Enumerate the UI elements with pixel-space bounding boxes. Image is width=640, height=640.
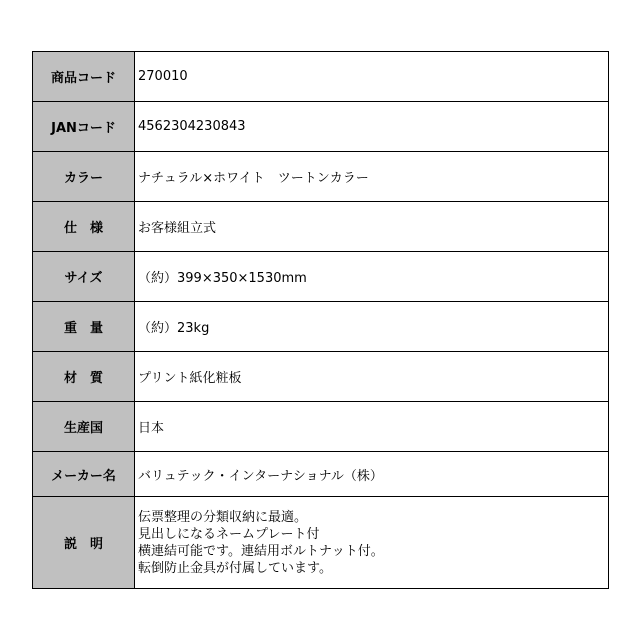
product-spec-table: [32, 51, 609, 589]
spec-row-material: [33, 352, 609, 402]
country-label: 生産国: [33, 402, 135, 452]
description-line: 伝票整理の分類収納に最適。: [138, 509, 308, 525]
specification-value: お客様組立式: [135, 202, 609, 252]
description-value: [135, 497, 609, 589]
spec-row-product-code: [33, 52, 609, 102]
description-line: 転倒防止金具が付属しています。: [138, 560, 332, 576]
spec-row-weight: [33, 302, 609, 352]
jan-code-value: 4562304230843: [135, 102, 609, 152]
product-code-value: 270010: [135, 52, 609, 102]
color-value: ナチュラル×ホワイト ツートンカラー: [135, 152, 609, 202]
material-value: プリント紙化粧板: [135, 352, 609, 402]
spec-row-country: [33, 402, 609, 452]
spec-row-size: [33, 252, 609, 302]
spec-row-description: [33, 497, 609, 589]
specification-label: 仕 様: [33, 202, 135, 252]
weight-label: 重 量: [33, 302, 135, 352]
spec-row-color: [33, 152, 609, 202]
maker-value: バリュテック・インターナショナル（株）: [135, 452, 609, 497]
jan-code-label: JANコード: [33, 102, 135, 152]
material-label: 材 質: [33, 352, 135, 402]
size-label: サイズ: [33, 252, 135, 302]
description-line: 見出しになるネームプレート付: [138, 526, 320, 542]
color-label: カラー: [33, 152, 135, 202]
description-lines: [138, 509, 608, 577]
maker-label: メーカー名: [33, 452, 135, 497]
spec-row-jan-code: [33, 102, 609, 152]
size-value: （約）399×350×1530mm: [135, 252, 609, 302]
spec-row-maker: [33, 452, 609, 497]
spec-row-specification: [33, 202, 609, 252]
product-code-label: 商品コード: [33, 52, 135, 102]
description-line: 横連結可能です。連結用ボルトナット付。: [138, 543, 384, 559]
country-value: 日本: [135, 402, 609, 452]
weight-value: （約）23kg: [135, 302, 609, 352]
description-label: 説 明: [33, 497, 135, 589]
